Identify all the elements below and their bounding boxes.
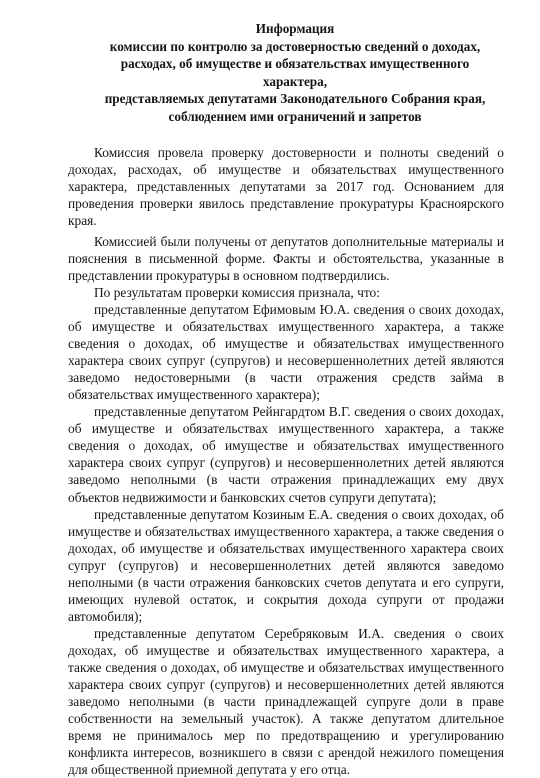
paragraph-finding-kozin: представленные депутатом Козиным Е.А. сведения о своих доходах, об имуществе и обязательствах имущественного характера, а также сведения о доходах, об имуществе и обязательствах имущественного характера своих супруг (супругов) и несовершеннолетних детей являются заведомо неполными (в части отражения банковских счетов депутата и его супруги, имеющих нулевой остаток, и сокрытия дохода супруги от продажи автомобиля); [68,506,504,624]
paragraph-inspection-summary: Комиссия провела проверку достоверности и полноты сведений о доходах, расходах, об имуществе и обязательствах имущественного характера, представленных депутатами за 2017 год. Основанием для проведения проверки явилось представление прокуратуры Красноярского края. [68,144,504,228]
document-subtitle-line: соблюдением ими ограничений и запретов [168,108,422,124]
paragraph-findings-intro: По результатам проверки комиссия признала, что: [94,284,380,300]
paragraph-finding-serebryakov: представленные депутатом Серебряковым И.А. сведения о своих доходах, об имуществе и обязательствах имущественного характера, а также сведения о доходах, об имуществе и обязательствах имущественного характера своих супруг (супругов) и несовершеннолетних детей являются заведомо неполными (в части принадлежащей супруге доли в праве собственности на земельный участок). А также депутатом длительное время не принималось мер по предотвращению и урегулированию конфликта интересов, возникшего в связи с арендой нежилого помещения для общественной приемной депутата у его отца. [68,625,504,778]
paragraph-additional-materials: Комиссией были получены от депутатов дополнительные материалы и пояснения в письменной форме. Факты и обстоятельства, указанные в представлении прокуратуры в основном подтвердились. [68,233,504,283]
document-heading: Информация [255,21,335,36]
paragraph-finding-reingardt: представленные депутатом Рейнгардтом В.Г. сведения о своих доходах, об имуществе и обязательствах имущественного характера, а также сведения о доходах, об имуществе и обязательствах имущественного характера своих супруг (супругов) и несовершеннолетних детей являются заведомо неполными (в части отражения принадлежащих ему двух объектов недвижимости и банковских счетов супруги депутата); [68,404,504,505]
document-subtitle-line: представляемых депутатами Законодательного Собрания края, [104,91,486,107]
document-body [68,144,504,778]
document-subtitle-line: комиссии по контролю за достоверностью сведений о доходах, [109,38,481,54]
paragraph-finding-efimov: представленные депутатом Ефимовым Ю.А. сведения о своих доходах, об имуществе и обязательствах имущественного характера, а также сведения о доходах, об имуществе и обязательствах имущественного характера своих супруг (супругов) и несовершеннолетних детей являются заведомо недостоверными (в части отражения средств займа в обязательствах имущественного характера); [68,301,504,403]
document-title-block [90,20,500,126]
document-subtitle-line: расходах, об имуществе и обязательствах имущественного характера, [120,56,470,89]
